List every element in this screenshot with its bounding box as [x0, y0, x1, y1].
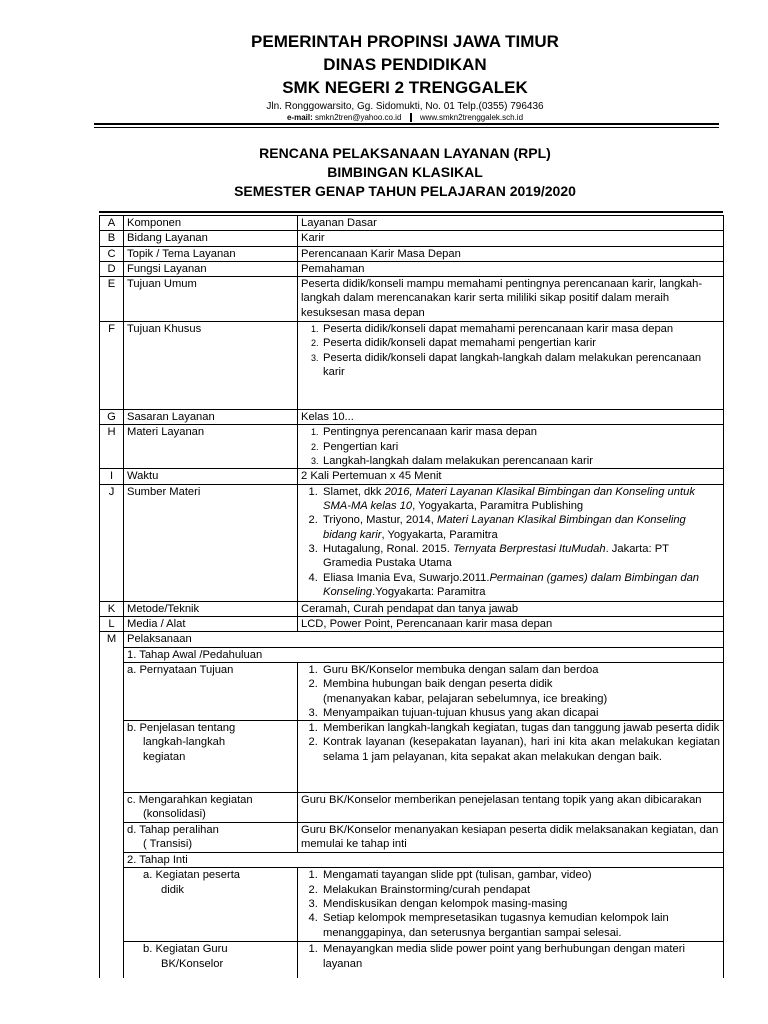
row-letter: K [100, 601, 124, 616]
row-letter: F [100, 322, 124, 410]
title-line-2: BIMBINGAN KLASIKAL [327, 164, 483, 180]
row-letter: A [100, 216, 124, 231]
row-label: Waktu [124, 469, 298, 484]
step-label-line: langkah-langkah [143, 736, 226, 749]
row-value: Perencanaan Karir Masa Depan [298, 246, 724, 261]
row-label: Tujuan Umum [124, 277, 298, 322]
source-item [321, 485, 720, 514]
list-item: 3. Peserta didik/konseli dapat langkah-langkah dalam melakukan perencanaan karir [321, 351, 720, 380]
step-label: a. Pernyataan Tujuan [124, 662, 298, 720]
table-row [100, 231, 724, 246]
list-item: 1. Pentingnya perencanaan karir masa depan [321, 425, 720, 439]
letterhead-rule-thin [94, 127, 719, 128]
letterhead-contact [0, 113, 768, 122]
step-content: Guru BK/Konselor memberikan penejelasan tentang topik yang akan dibicarakan [298, 793, 724, 823]
row-letter: B [100, 231, 124, 246]
step-content: Guru BK/Konselor menanyakan kesiapan peserta didik melaksanakan kegiatan, dan memulai ke tahap inti [298, 823, 724, 853]
letterhead-address: Jln. Ronggowarsito, Gg. Sidomukti, No. 01 Telp.(0355) 796436 [266, 101, 544, 112]
table-row [100, 246, 724, 261]
stage-heading: 2. Tahap Inti [124, 853, 724, 868]
list-item: 2. Kontrak layanan (kesepakatan layanan), hari ini kita akan melakukan kegiatan selama 1 jam pelayanan, kita sepakat akan melakukan dengan baik. [321, 735, 720, 764]
table-row [100, 261, 724, 276]
letterhead [0, 30, 768, 122]
document-title [0, 144, 768, 201]
list-item: 3. Menyampaikan tujuan-tujuan khusus yang akan dicapai [321, 706, 720, 720]
row-value [298, 425, 724, 469]
row-label: Sasaran Layanan [124, 410, 298, 425]
row-label: Media / Alat [124, 617, 298, 632]
step-content [298, 721, 724, 793]
source-publisher: , Yogyakarta, Paramitra [381, 528, 498, 541]
table-row [100, 647, 724, 662]
table-row [100, 942, 724, 978]
row-letter: I [100, 469, 124, 484]
row-letter: H [100, 425, 124, 469]
letterhead-agency: DINAS PENDIDIKAN [323, 55, 487, 74]
stage-heading: 1. Tahap Awal /Pedahuluan [124, 647, 724, 662]
table-row [100, 617, 724, 632]
source-author: Triyono, Mastur, 2014, [323, 514, 437, 527]
row-value: Ceramah, Curah pendapat dan tanya jawab [298, 601, 724, 616]
step-label-line: (konsolidasi) [143, 808, 206, 821]
source-item [321, 542, 720, 571]
step-label [124, 942, 298, 978]
step-list [301, 721, 720, 764]
row-label: Topik / Tema Layanan [124, 246, 298, 261]
row-letter: D [100, 261, 124, 276]
objectives-list [301, 322, 720, 379]
row-label: Bidang Layanan [124, 231, 298, 246]
source-title: 2016, Materi Layanan Klasikal Bimbingan dan Konseling untuk SMA-MA kelas 10 [323, 485, 695, 513]
list-item: 2. Pengertian kari [321, 440, 720, 454]
row-label: Komponen [124, 216, 298, 231]
list-item-note: (menanyakan kabar, pelajaran sebelumnya, ice breaking) [323, 692, 608, 705]
row-letter: G [100, 410, 124, 425]
sources-list [301, 485, 720, 599]
row-label: Fungsi Layanan [124, 261, 298, 276]
row-label: Sumber Materi [124, 484, 298, 601]
table-row [100, 469, 724, 484]
list-item-text: Membina hubungan baik dengan peserta didik [323, 678, 553, 691]
step-label [124, 868, 298, 942]
table-top-rule [99, 211, 723, 213]
source-title: Materi Layanan Klasikal Bimbingan dan Konseling bidang karir [323, 514, 686, 541]
step-label-line: b. Penjelasan tentang [127, 722, 236, 735]
source-publisher: .Yogyakarta: Paramitra [372, 585, 486, 598]
table-row [100, 216, 724, 231]
source-item [321, 571, 720, 600]
table-row [100, 721, 724, 793]
row-letter: M [100, 632, 124, 978]
letterhead-rule-thick [94, 123, 719, 125]
separator-bar [410, 113, 412, 122]
source-title: Ternyata Berprestasi ItuMudah [453, 542, 606, 555]
list-item: 1. Guru BK/Konselor membuka dengan salam dan berdoa [321, 663, 720, 677]
row-value: Karir [298, 231, 724, 246]
table-row [100, 853, 724, 868]
table-row [100, 868, 724, 942]
step-label-line: a. Kegiatan peserta [143, 869, 241, 882]
rpl-table [99, 215, 724, 978]
step-label-line: BK/Konselor [161, 957, 224, 970]
row-letter: J [100, 484, 124, 601]
source-publisher: . Jakarta: PT Gramedia Pustaka Utama [323, 542, 669, 570]
row-value: Pemahaman [298, 261, 724, 276]
row-letter: C [100, 246, 124, 261]
row-value: LCD, Power Point, Perencanaan karir masa depan [298, 617, 724, 632]
email-label: e-mail: [286, 113, 313, 122]
table-row [100, 662, 724, 720]
list-item: 3. Mendiskusikan dengan kelompok masing-masing [321, 897, 720, 911]
step-label-line: didik [161, 883, 185, 896]
row-value: Kelas 10... [298, 410, 724, 425]
list-item: 1. Menayangkan media slide power point yang berhubungan dengan materi layanan [321, 942, 720, 971]
row-value: Peserta didik/konseli mampu memahami pentingnya perencanaan karir, langkah-langkah dalam merencanakan karir serta mililiki sikap positif dalam meraih kesuksesan masa depan [298, 277, 724, 322]
row-letter: L [100, 617, 124, 632]
step-label-line: kegiatan [143, 750, 186, 763]
email-address: smkn2tren@yahoo.co.id [315, 113, 402, 122]
table-row [100, 484, 724, 601]
step-label [124, 823, 298, 853]
row-value: Layanan Dasar [298, 216, 724, 231]
list-item: 2. Peserta didik/konseli dapat memahami pengertian karir [321, 336, 720, 350]
step-content [298, 942, 724, 978]
list-item [321, 677, 720, 706]
materials-list [301, 425, 720, 468]
row-label: Materi Layanan [124, 425, 298, 469]
list-item: 2. Melakukan Brainstorming/curah pendapat [321, 883, 720, 897]
source-author: Slamet, dkk [323, 485, 385, 498]
table-row [100, 601, 724, 616]
list-item: 3. Langkah-langkah dalam melakukan perencanaan karir [321, 454, 720, 468]
table-row [100, 632, 724, 647]
list-item: 1. Memberikan langkah-langkah kegiatan, tugas dan tanggung jawab peserta didik [321, 721, 720, 735]
table-row [100, 277, 724, 322]
row-value: 2 Kali Pertemuan x 45 Menit [298, 469, 724, 484]
step-label [124, 793, 298, 823]
step-list [301, 663, 720, 720]
table-row [100, 823, 724, 853]
source-author: Hutagalung, Ronal. 2015. [323, 542, 453, 555]
row-letter: E [100, 277, 124, 322]
table-row [100, 793, 724, 823]
step-label [124, 721, 298, 793]
title-line-1: RENCANA PELAKSANAAN LAYANAN (RPL) [259, 145, 551, 161]
step-list [301, 868, 720, 939]
row-value [298, 484, 724, 601]
letterhead-government: PEMERINTAH PROPINSI JAWA TIMUR [251, 32, 559, 51]
row-label: Pelaksanaan [124, 632, 724, 647]
website-address: www.smkn2trenggalek.sch.id [419, 113, 524, 122]
step-content [298, 868, 724, 942]
letterhead-school: SMK NEGERI 2 TRENGGALEK [282, 78, 528, 97]
table-row [100, 322, 724, 410]
list-item: 1. Peserta didik/konseli dapat memahami perencanaan karir masa depan [321, 322, 720, 336]
source-title: Permainan (games) dalam Bimbingan dan Konseling [323, 571, 700, 598]
list-item: 1. Mengamati tayangan slide ppt (tulisan, gambar, video) [321, 868, 720, 882]
list-item: 4. Setiap kelompok mempresetasikan tugasnya kemudian kelompok lain menanggapinya, dan seterusnya bergantian sampai selesai. [321, 911, 720, 940]
row-label: Metode/Teknik [124, 601, 298, 616]
title-line-3: SEMESTER GENAP TAHUN PELAJARAN 2019/2020 [234, 183, 576, 199]
table-row [100, 410, 724, 425]
step-content [298, 662, 724, 720]
source-author: Eliasa Imania Eva, Suwarjo.2011. [323, 571, 490, 584]
step-label-line: c. Mengarahkan kegiatan [127, 794, 253, 807]
source-item [321, 513, 720, 542]
step-list [301, 942, 720, 971]
source-publisher: , Yogyakarta, Paramitra Publishing [412, 500, 584, 513]
row-label: Tujuan Khusus [124, 322, 298, 410]
table-row [100, 425, 724, 469]
row-value [298, 322, 724, 410]
step-label-line: ( Transisi) [143, 838, 193, 851]
step-label-line: b. Kegiatan Guru [143, 943, 228, 956]
step-label-line: d. Tahap peralihan [127, 824, 219, 837]
